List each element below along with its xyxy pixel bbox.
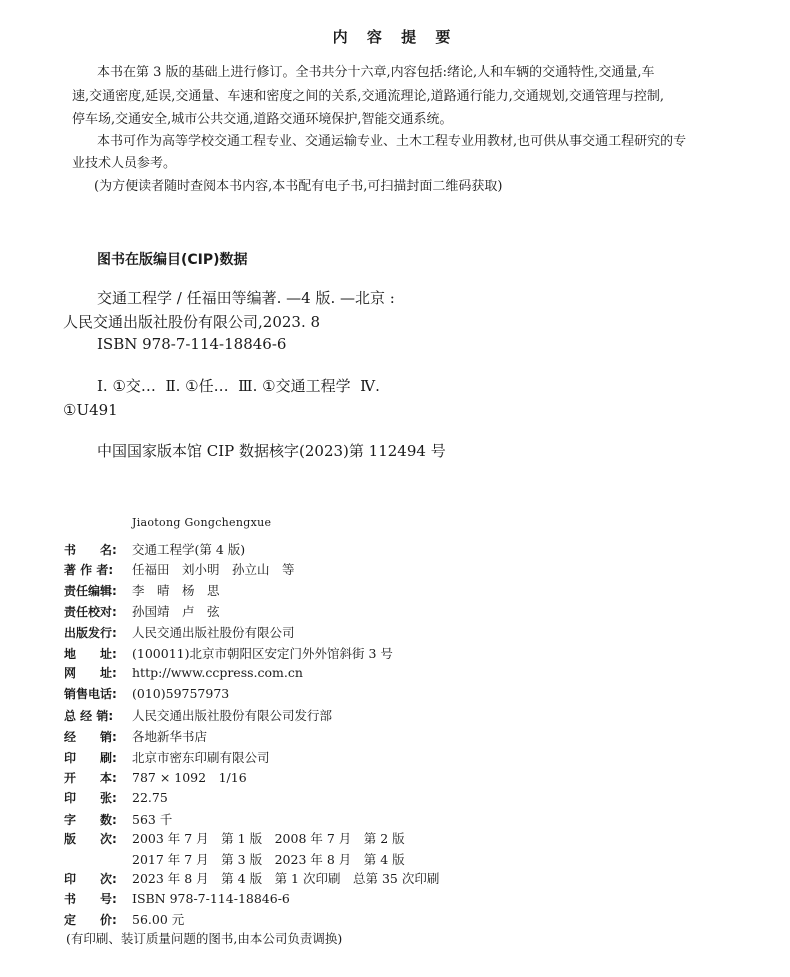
colophon-label: 定 价: xyxy=(64,913,117,927)
colophon-row xyxy=(64,869,439,889)
cip-line2: 人民交通出版社股份有限公司,2023. 8 xyxy=(63,313,321,331)
colophon-label: 书 名: xyxy=(64,543,117,557)
cip-line1: 交通工程学 / 任福田等编著. —4 版. —北京 : xyxy=(97,289,395,307)
colophon-row xyxy=(64,602,220,622)
colophon-row xyxy=(64,748,270,768)
colophon-row xyxy=(64,829,405,849)
colophon-label: 字 数: xyxy=(64,813,117,827)
colophon-value: (100011)北京市朝阳区安定门外外馆斜街 3 号 xyxy=(132,646,393,661)
colophon-row xyxy=(64,810,172,830)
colophon-value: 各地新华书店 xyxy=(132,729,208,744)
colophon-row xyxy=(64,850,405,870)
colophon-row xyxy=(64,685,229,705)
colophon-value: (010)59757973 xyxy=(132,686,230,701)
colophon-row xyxy=(64,664,303,684)
colophon-row xyxy=(64,560,295,580)
colophon-label: 书 号: xyxy=(64,892,117,906)
colophon-row xyxy=(64,540,245,560)
cip-heading: 图书在版编目(CIP)数据 xyxy=(97,252,248,268)
colophon-label: 版 次: xyxy=(64,832,117,846)
colophon-value: 22.75 xyxy=(132,790,168,805)
colophon-value: 北京市密东印刷有限公司 xyxy=(132,750,270,765)
cip-record: 中国国家版本馆 CIP 数据核字(2023)第 112494 号 xyxy=(97,442,446,460)
colophon-value: 交通工程学(第 4 版) xyxy=(132,542,246,557)
colophon-value: 人民交通出版社股份有限公司 xyxy=(132,625,295,640)
colophon-row xyxy=(64,581,220,601)
colophon-row xyxy=(64,890,290,910)
summary-para1-line1: 本书在第 3 版的基础上进行修订。全书共分十六章,内容包括:绪论,人和车辆的交通特性,交通量,车 xyxy=(97,65,655,80)
cip-isbn: ISBN 978-7-114-18846-6 xyxy=(97,335,287,353)
colophon-value: 任福田 刘小明 孙立山 等 xyxy=(132,562,295,577)
colophon-label: 经 销: xyxy=(64,730,117,744)
colophon-label: 网 址: xyxy=(64,666,117,680)
colophon-row xyxy=(64,789,168,809)
colophon-row xyxy=(64,644,393,664)
colophon-value: 2023 年 8 月 第 4 版 第 1 次印刷 总第 35 次印刷 xyxy=(132,871,440,886)
colophon-row xyxy=(64,727,207,747)
colophon-label: 著 作 者: xyxy=(64,563,114,577)
colophon-value: 2003 年 7 月 第 1 版 2008 年 7 月 第 2 版 xyxy=(132,831,405,846)
colophon-footer: (有印刷、装订质量问题的图书,由本公司负责调换) xyxy=(66,931,343,946)
colophon-value: 李 晴 杨 思 xyxy=(132,583,220,598)
colophon-value: 孙国靖 卢 弦 xyxy=(132,604,220,619)
colophon-row xyxy=(64,706,332,726)
colophon-row xyxy=(64,768,247,788)
summary-para1-line2: 速,交通密度,延误,交通量、车速和密度之间的关系,交通流理论,道路通行能力,交通规划,交通管理与控制, xyxy=(72,89,665,104)
summary-para2-line1: 本书可作为高等学校交通工程专业、交通运输专业、土木工程专业用教材,也可供从事交通工程研究的专 xyxy=(97,134,687,149)
colophon-label: 印 刷: xyxy=(64,751,117,765)
colophon-label: 销售电话: xyxy=(64,687,117,701)
colophon-label: 出版发行: xyxy=(64,626,117,640)
colophon-label: 印 次: xyxy=(64,872,117,886)
summary-title: 内 容 提 要 xyxy=(332,28,458,46)
colophon-value: 2017 年 7 月 第 3 版 2023 年 8 月 第 4 版 xyxy=(132,852,405,867)
colophon-value: http://www.ccpress.com.cn xyxy=(132,665,303,680)
colophon-value: ISBN 978-7-114-18846-6 xyxy=(132,891,290,906)
colophon-label: 印 张: xyxy=(64,791,117,805)
summary-para2-line2: 业技术人员参考。 xyxy=(72,156,177,171)
colophon-value: 787 × 1092 1/16 xyxy=(132,770,247,785)
colophon-label: 责任校对: xyxy=(64,605,117,619)
summary-para1-line3: 停车场,交通安全,城市公共交通,道路交通环境保护,智能交通系统。 xyxy=(72,112,453,127)
colophon-label: 地 址: xyxy=(64,647,117,661)
colophon-row xyxy=(64,910,184,930)
colophon-value: 人民交通出版社股份有限公司发行部 xyxy=(132,708,333,723)
pinyin-title: Jiaotong Gongchengxue xyxy=(132,516,272,529)
cip-class-code: ①U491 xyxy=(63,401,118,419)
colophon-value: 563 千 xyxy=(132,812,173,827)
cip-classification: Ⅰ. ①交… Ⅱ. ①任… Ⅲ. ①交通工程学 Ⅳ. xyxy=(97,377,380,395)
colophon-row xyxy=(64,623,295,643)
colophon-label: 总 经 销: xyxy=(64,709,114,723)
colophon-label: 责任编辑: xyxy=(64,584,117,598)
colophon-label: 开 本: xyxy=(64,771,117,785)
colophon-value: 56.00 元 xyxy=(132,912,185,927)
summary-note: (为方便读者随时查阅本书内容,本书配有电子书,可扫描封面二维码获取) xyxy=(94,179,503,194)
